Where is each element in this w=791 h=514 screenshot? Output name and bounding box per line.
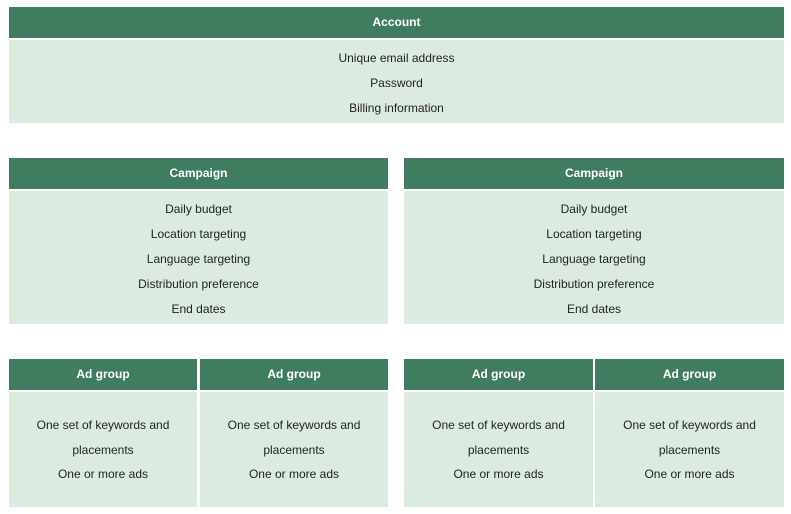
ad-group-line: One or more ads [248,467,340,481]
campaign-box-2 [404,158,784,324]
campaign-item: Distribution preference [533,277,655,291]
campaign-box-1 [9,158,388,324]
ad-group-header: Ad group [9,359,197,392]
ad-group-items [595,392,784,487]
campaign-item: Distribution preference [138,277,259,291]
campaign-item: Language targeting [146,252,251,266]
account-header: Account [9,7,784,40]
account-items [9,40,784,121]
ad-group-items [404,392,593,487]
campaign-item: Language targeting [542,252,646,266]
ad-group-line: One set of keywords and [432,418,565,432]
ad-group-box-4 [595,359,784,507]
ad-group-header: Ad group [200,359,388,392]
ad-group-items [9,392,197,487]
campaign-item: End dates [566,302,622,316]
account-item: Password [370,76,423,90]
account-item: Unique email address [338,51,455,65]
ad-group-line: placements [467,442,530,457]
campaign-item: Daily budget [165,202,232,216]
campaign-item: Daily budget [560,202,628,216]
ad-group-line: One or more ads [453,467,544,481]
ad-group-box-2 [200,359,388,507]
campaign-header: Campaign [9,158,388,191]
ad-group-line: One set of keywords and [227,418,361,432]
ad-group-line: placements [72,442,134,457]
ad-group-line: One set of keywords and [623,418,756,432]
campaign-items [404,191,784,322]
ad-group-line: One or more ads [57,467,149,481]
campaign-header: Campaign [404,158,784,191]
account-box [9,7,784,123]
account-item: Billing information [349,101,444,115]
campaign-item: Location targeting [546,227,642,241]
ad-group-header: Ad group [595,359,784,392]
campaign-item: End dates [171,302,226,316]
ad-group-line: placements [658,442,721,457]
ad-group-line: placements [263,442,325,457]
campaign-item: Location targeting [150,227,247,241]
ad-group-line: One or more ads [644,467,735,481]
campaign-items [9,191,388,322]
ad-group-header: Ad group [404,359,593,392]
ad-group-items [200,392,388,487]
ad-group-line: One set of keywords and [36,418,170,432]
ad-group-box-1 [9,359,197,507]
ad-group-box-3 [404,359,593,507]
